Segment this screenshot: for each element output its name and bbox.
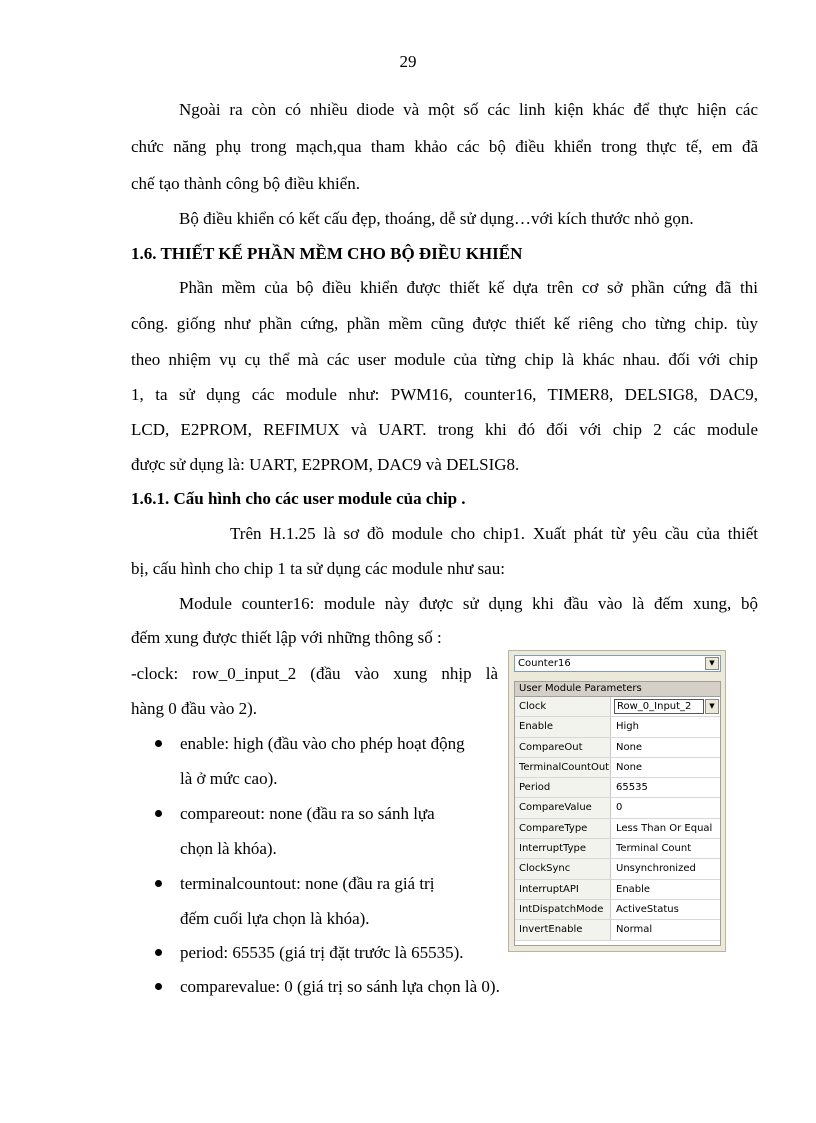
section-heading: 1.6. THIẾT KẾ PHẦN MỀM CHO BỘ ĐIỀU KHIỂN: [131, 244, 523, 263]
param-value-editor[interactable]: Row_0_Input_2: [614, 699, 704, 714]
param-row-invertenable[interactable]: [515, 920, 720, 940]
bullet-3-line-1: terminalcountout: none (đầu ra giá trị: [180, 874, 435, 893]
param-name: IntDispatchMode: [515, 900, 611, 919]
module-select[interactable]: [514, 655, 721, 672]
param-value: 0: [616, 802, 623, 814]
module-select-value: Counter16: [518, 658, 571, 669]
subsection-heading: 1.6.1. Cấu hình cho các user module của chip .: [131, 489, 466, 508]
chevron-down-icon[interactable]: ▼: [705, 657, 719, 670]
param-name: Enable: [515, 717, 611, 736]
section-line-6: được sử dụng là: UART, E2PROM, DAC9 và DELSIG8.: [131, 455, 520, 474]
bullet-2-line-1: compareout: none (đầu ra so sánh lựa: [180, 804, 435, 823]
param-row-clock[interactable]: [515, 697, 720, 717]
intro-line-4: Bộ điều khiển có kết cấu đẹp, thoáng, dễ sử dụng…với kích thước nhỏ gọn.: [179, 209, 694, 228]
section-line-3: theo nhiệm vụ cụ thể mà các user module của từng chip là khác nhau. đối với chip: [131, 350, 758, 369]
bullet-2-line-2: chọn là khóa).: [180, 839, 277, 858]
bullet-icon: [155, 949, 162, 956]
bullet-icon: [155, 983, 162, 990]
param-row-period[interactable]: [515, 778, 720, 798]
param-row-interrupttype[interactable]: [515, 839, 720, 859]
param-name: Period: [515, 778, 611, 797]
section-line-5: LCD, E2PROM, REFIMUX và UART. trong khi đó đối với chip 2 các module: [131, 420, 758, 439]
param-row-clocksync[interactable]: [515, 859, 720, 879]
param-row-enable[interactable]: [515, 717, 720, 737]
param-value: None: [616, 741, 643, 753]
bullet-3-line-2: đếm cuối lựa chọn là khóa).: [180, 909, 370, 928]
param-name: InterruptType: [515, 839, 611, 858]
param-name: InterruptAPI: [515, 880, 611, 899]
param-name: CompareValue: [515, 798, 611, 817]
intro-line-3: chế tạo thành công bộ điều khiển.: [131, 174, 360, 193]
clock-line-1: -clock: row_0_input_2 (đầu vào xung nhịp là: [131, 664, 498, 683]
param-row-intdispatchmode[interactable]: [515, 900, 720, 920]
intro-line-1: Ngoài ra còn có nhiều diode và một số các linh kiện khác để thực hiện các: [179, 100, 758, 119]
subsection-line-4: đếm xung được thiết lập với những thông số :: [131, 628, 442, 647]
chevron-down-icon[interactable]: ▼: [705, 699, 719, 714]
param-row-compareout[interactable]: [515, 738, 720, 758]
param-name: CompareType: [515, 819, 611, 838]
subsection-line-2: bị, cấu hình cho chip 1 ta sử dụng các module như sau:: [131, 559, 505, 578]
param-value: High: [616, 721, 639, 733]
param-value: Enable: [616, 883, 651, 895]
page-number: 29: [399, 52, 417, 71]
bullet-1-line-2: là ở mức cao).: [180, 769, 278, 788]
subsection-line-1: Trên H.1.25 là sơ đồ module cho chip1. Xuất phát từ yêu cầu của thiết: [230, 524, 758, 543]
param-row-comparevalue[interactable]: [515, 798, 720, 818]
param-name: Clock: [515, 697, 611, 716]
section-line-4: 1, ta sử dụng các module như: PWM16, counter16, TIMER8, DELSIG8, DAC9,: [131, 385, 758, 404]
subsection-line-3: Module counter16: module này được sử dụng khi đầu vào là đếm xung, bộ: [179, 594, 758, 613]
param-value: Unsynchronized: [616, 863, 696, 875]
param-value: 65535: [616, 782, 648, 794]
param-value: Terminal Count: [616, 843, 692, 855]
clock-line-2: hàng 0 đầu vào 2).: [131, 699, 258, 718]
grid-header: User Module Parameters: [515, 682, 720, 697]
section-line-2: công. giống như phần cứng, phần mềm cũng được thiết kế riêng cho từng chip. tùy: [131, 314, 758, 333]
param-name: InvertEnable: [515, 920, 611, 939]
param-value: None: [616, 761, 643, 773]
param-row-comparetype[interactable]: [515, 819, 720, 839]
param-row-interruptapi[interactable]: [515, 880, 720, 900]
param-name: CompareOut: [515, 738, 611, 757]
intro-line-2: chức năng phụ trong mạch,qua tham khảo các bộ điều khiển trong thực tế, em đã: [131, 137, 758, 156]
bullet-icon: [155, 810, 162, 817]
bullet-4-line-1: period: 65535 (giá trị đặt trước là 65535).: [180, 943, 464, 962]
param-value: Normal: [616, 924, 653, 936]
param-row-terminalcountout[interactable]: [515, 758, 720, 778]
param-value: ActiveStatus: [616, 903, 679, 915]
section-line-1: Phần mềm của bộ điều khiển được thiết kế dựa trên cơ sở phần cứng đã thi: [179, 278, 758, 297]
parameters-grid: [514, 681, 721, 946]
bullet-icon: [155, 740, 162, 747]
bullet-icon: [155, 880, 162, 887]
bullet-5-line-1: comparevalue: 0 (giá trị so sánh lựa chọn là 0).: [180, 977, 500, 996]
param-name: ClockSync: [515, 859, 611, 878]
param-value: Less Than Or Equal: [616, 822, 713, 834]
user-module-parameters-panel: [508, 650, 726, 952]
bullet-1-line-1: enable: high (đầu vào cho phép hoạt động: [180, 734, 465, 753]
param-name: TerminalCountOut: [515, 758, 611, 777]
